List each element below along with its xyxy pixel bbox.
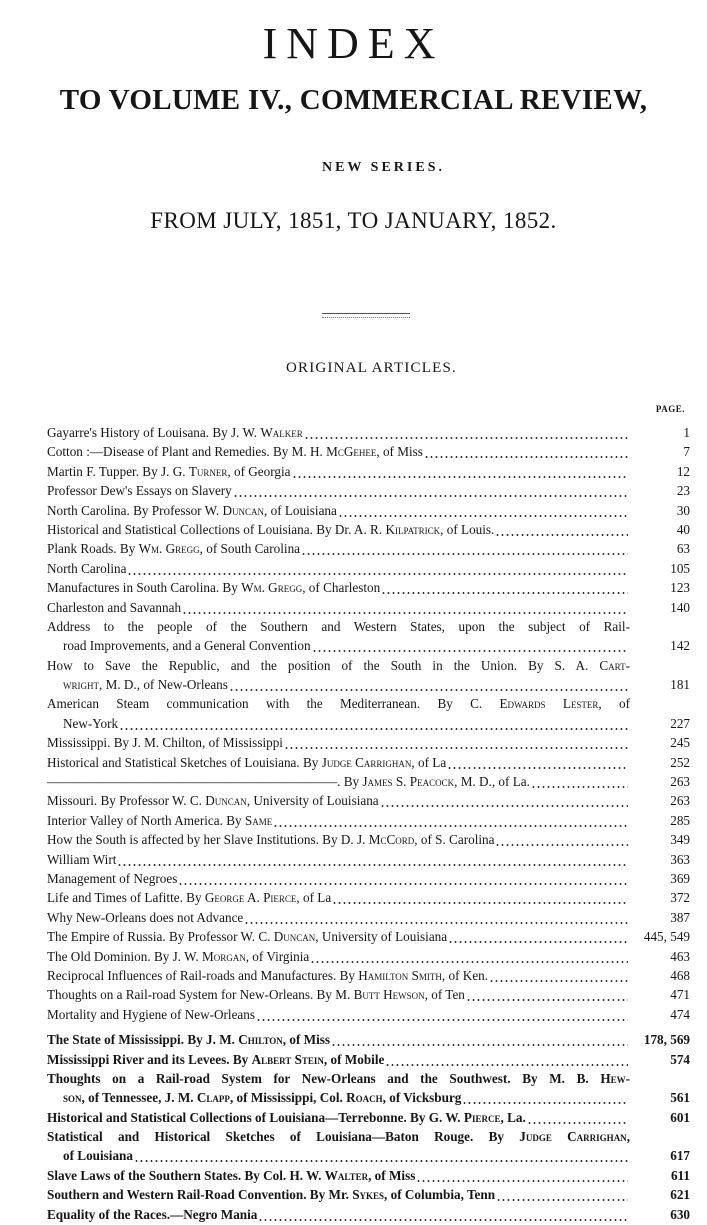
author-name: Clapp [196,1090,230,1106]
index-entry [47,1185,690,1204]
page-number: 142 [670,638,690,654]
entry-line [47,1185,690,1204]
index-entry [47,830,690,849]
entry-text-segment: Gayarre's History of Louisana. By J. W. [47,425,261,440]
entry-text [47,850,116,869]
index-entry [47,753,690,772]
index-entry [47,598,690,617]
entry-text-segment: The State of Mississippi. By J. M. [47,1032,239,1048]
index-entry [47,559,690,578]
entry-text-segment: , M. D., of La. [454,774,530,790]
index-entry [47,694,690,733]
author-name: Pierce [463,1109,501,1125]
entry-text [47,1088,461,1107]
page-number: 1 [683,425,690,440]
dot-leader [312,636,628,655]
entry-line [47,675,690,694]
entry-text-segment: , of Miss [282,1032,331,1048]
entry-text-segment: of Louisiana [63,1148,133,1164]
page-number: 263 [670,793,690,809]
page-number: 23 [676,483,690,499]
entry-text-segment: , of Mobile [323,1051,385,1067]
page-number: 7 [683,444,690,460]
dot-leader [119,714,628,733]
dot-leader [178,869,628,888]
index-entry [47,908,690,927]
entry-text-segment: , University of Louisiana [315,929,448,945]
entry-text [47,733,283,752]
index-title: INDEX [262,19,445,68]
entry-line [47,791,690,810]
dot-leader [127,559,628,578]
dot-leader [495,830,628,849]
page-number: 369 [670,870,690,886]
index-entry [47,985,690,1004]
dot-leader [244,908,628,927]
entry-text [47,753,446,772]
article-index-list [47,423,690,1224]
entry-text-segment: , of [598,696,630,712]
entry-text-segment: The Old Dominion. By J. W. [47,948,202,964]
index-entry [47,462,690,481]
entry-text-segment: Mississippi River and its Levees. By [47,1051,252,1067]
dot-leader [233,481,628,500]
entry-line [47,985,690,1004]
author-name: Chilton [238,1032,283,1048]
entry-text [47,714,118,733]
entry-text-segment: , of Ten [424,987,465,1003]
page-number: 387 [670,909,690,925]
series-label: NEW SERIES. [321,160,445,175]
entry-text-segment: , of Vicksburg [382,1090,462,1106]
entry-text [47,539,300,558]
dot-leader [531,772,628,791]
entry-text [47,1030,330,1049]
page-number: 181 [670,677,690,693]
dot-leader [424,442,628,461]
entry-text-segment: American Steam communication with the Mediterranean. By [47,696,471,712]
entry-text [47,966,488,985]
entry-line [47,423,690,442]
entry-line [47,947,690,966]
page-number: 227 [670,715,690,731]
author-name: Judge Carrighan [321,754,412,770]
entry-text-segment: Equality of the Races.—Negro Mania [47,1206,258,1222]
entry-line [47,501,690,520]
page-number: 363 [670,851,690,867]
dot-leader [332,888,628,907]
entry-line [47,442,690,461]
entry-text-segment: Slave Laws of the Southern States. By Col. H. W. [47,1167,325,1183]
entry-text [47,462,291,481]
page-number: 245 [670,735,690,751]
author-name: McGehee [326,444,377,460]
dot-leader [310,947,628,966]
author-name: Walker [260,425,303,440]
entry-text [47,811,272,830]
entry-text [47,1069,630,1088]
ornament-divider [322,313,410,318]
index-entry [47,481,690,500]
entry-text-segment: William Wirt [47,851,117,867]
index-entry [47,947,690,966]
author-name: Duncan [205,793,247,809]
entry-text-segment: The Empire of Russia. By Professor W. C. [47,929,274,945]
entry-text [47,675,228,694]
index-entry [47,1050,690,1069]
author-name: wright [63,677,99,693]
entry-text [47,1146,133,1165]
entry-text-segment: , of Virginia [245,948,310,964]
author-name: Sykes [352,1187,385,1203]
entry-text-segment: Interior Valley of North America. By [47,812,245,828]
entry-text [47,1185,495,1204]
page-number: 285 [670,812,690,828]
author-name: Hamilton Smith [358,967,442,983]
entry-text [47,1108,526,1127]
index-entry [47,733,690,752]
entry-line [47,598,690,617]
dot-leader [489,966,628,985]
index-entry [47,617,690,656]
dot-leader [381,578,628,597]
dot-leader [448,927,628,946]
author-name: McCord [368,832,415,848]
entry-text [47,656,630,675]
page-column-header: PAGE. [655,404,685,414]
entry-text [47,791,379,810]
dot-leader [338,501,628,520]
author-name: Wm. Gregg [241,580,303,596]
entry-text [47,1127,630,1146]
index-entry [47,539,690,558]
entry-text-segment: How to Save the Republic, and the position of the South in the Union. By S. A. [47,657,600,673]
dot-leader [117,850,628,869]
index-entry [47,966,690,985]
entry-text-segment: Southern and Western Rail-Road Convention. By Mr. [47,1187,353,1203]
page-number: 372 [670,890,690,906]
entry-line [47,539,690,558]
entry-text-segment: , of Miss [376,444,423,460]
entry-text [47,578,380,597]
entry-text [47,694,630,713]
author-name: Judge Carrighan [519,1129,627,1145]
page-number: 474 [670,1006,690,1022]
entry-line [47,694,690,713]
dot-leader [304,423,628,442]
entry-text-segment: Thoughts on a Rail-road System for New-Orleans. By M. [47,987,354,1003]
index-entry [47,520,690,539]
entry-text-segment: , of Charleston [302,580,381,596]
entry-text [47,830,494,849]
dot-leader [258,1205,628,1224]
entry-text-segment: Charleston and Savannah [47,599,182,615]
entry-text-segment: Martin F. Tupper. By J. G. [47,463,189,479]
entry-line [47,927,690,946]
entry-line [47,559,690,578]
entry-text-segment: , of La [411,754,447,770]
page-number: 617 [670,1148,690,1164]
entry-text-segment: Historical and Statistical Collections of Louisiana. By Dr. A. R. [47,521,386,537]
dot-leader [416,1166,628,1185]
dot-leader [301,539,628,558]
entry-text-segment: Life and Times of Lafitte. By [47,890,205,906]
entry-text [47,520,494,539]
entry-line [47,869,690,888]
entry-text [47,869,177,888]
page-number: 252 [670,754,690,770]
entry-text [47,1166,415,1185]
author-name: Kilpatrick [385,521,441,537]
page-number: 630 [670,1206,690,1222]
entry-text-segment: How the South is affected by her Slave Institutions. By D. J. [47,832,369,848]
entry-line [47,753,690,772]
page-number: 471 [670,987,690,1003]
author-name: son [63,1090,82,1106]
entry-text-segment: , of Columbia, Tenn [384,1187,496,1203]
entry-line [47,462,690,481]
entry-line [47,1166,690,1185]
dot-leader [256,1005,628,1024]
index-entry [47,423,690,442]
index-entry [47,1108,690,1127]
entry-text [47,927,447,946]
entry-text-segment: Address to the people of the Southern and Western States, upon the subject of Rail- [47,618,630,634]
index-entry [47,1005,690,1024]
entry-text [47,1005,255,1024]
entry-text [47,1050,384,1069]
author-name: Butt Hewson [353,987,425,1003]
entry-text [47,947,309,966]
entry-line [47,966,690,985]
entry-line [47,617,690,636]
dot-leader [331,1030,628,1049]
entry-line [47,811,690,830]
entry-line [47,481,690,500]
page-number: 611 [670,1167,690,1183]
entry-line [47,908,690,927]
entry-line [47,733,690,752]
entry-text [47,985,465,1004]
index-entry [47,1127,690,1166]
entry-text-segment: Mississippi. By J. M. Chilton, of Mississippi [47,735,283,751]
index-entry [47,1205,690,1224]
entry-line [47,714,690,733]
dot-leader [385,1050,628,1069]
entry-text-segment: Cotton :—Disease of Plant and Remedies. By M. H. [47,444,327,460]
entry-text-segment: ——————————————————————. By [47,774,363,790]
page-number: 561 [670,1090,690,1106]
author-name: Hew- [600,1070,630,1086]
author-name: Wm. Gregg [138,541,200,557]
entry-text-segment: , La. [500,1109,526,1125]
entry-text-segment: , M. D., of New-Orleans [99,677,228,693]
entry-line [47,850,690,869]
page-number: 349 [670,832,690,848]
page-number: 140 [670,599,690,615]
author-name: James S. Peacock [362,774,455,790]
page-number: 621 [670,1187,690,1203]
entry-text-segment: , of S. Carolina [414,832,495,848]
entry-text [47,501,337,520]
entry-text-segment: Reciprocal Influences of Rail-roads and Manufactures. By [47,967,359,983]
page-number: 123 [670,580,690,596]
entry-text-segment: New-York [63,715,119,731]
dot-leader [284,733,628,752]
author-name: Roach [346,1090,383,1106]
entry-text-segment: Plank Roads. By [47,541,139,557]
index-entry [47,1069,690,1108]
entry-text [47,772,530,791]
entry-text-segment: , of Tennessee, J. M. [81,1090,197,1106]
entry-line [47,520,690,539]
section-heading: ORIGINAL ARTICLES. [286,360,457,376]
entry-line [47,830,690,849]
entry-line [47,1088,690,1107]
page-number: 445, 549 [643,929,690,945]
entry-text [47,481,232,500]
entry-line [47,1146,690,1165]
index-entry [47,578,690,597]
dot-leader [273,811,628,830]
page-number: 30 [676,502,690,518]
entry-text-segment: Historical and Statistical Sketches of Louisiana. By [47,754,322,770]
dot-leader [496,1185,628,1204]
author-name: C. Edwards Lester [470,696,599,712]
author-name: Morgan [201,948,246,964]
index-entry [47,927,690,946]
author-name: Walter [324,1167,369,1183]
dot-leader [134,1146,628,1165]
index-entry [47,1166,690,1185]
dot-leader [292,462,628,481]
page-number: 12 [676,463,690,479]
dot-leader [447,753,628,772]
index-entry [47,1030,690,1049]
entry-text-segment: , [626,1129,630,1145]
entry-line [47,1005,690,1024]
page-number: 63 [676,541,690,557]
page-number: 601 [670,1109,690,1125]
index-entry [47,791,690,810]
author-name: Duncan [222,502,264,518]
entry-text-segment: Manufactures in South Carolina. By [47,580,242,596]
entry-line [47,1050,690,1069]
dot-leader [495,520,628,539]
entry-text-segment: , of Mississippi, Col. [229,1090,347,1106]
index-entry [47,501,690,520]
entry-text-segment: , of Miss [368,1167,416,1183]
dot-leader [229,675,628,694]
entry-text-segment: Mortality and Hygiene of New-Orleans [47,1006,256,1022]
entry-line [47,888,690,907]
entry-line [47,656,690,675]
page-number: 105 [670,560,690,576]
entry-text-segment: road Improvements, and a General Convention [63,638,311,654]
index-entry [47,888,690,907]
entry-line [47,1069,690,1088]
entry-text-segment: , University of Louisiana [246,793,379,809]
entry-text-segment: , of Louisiana [264,502,337,518]
dot-leader [466,985,628,1004]
index-entry [47,656,690,695]
dot-leader [462,1088,628,1107]
dot-leader [527,1108,628,1127]
entry-text-segment: Thoughts on a Rail-road System for New-Orleans and the Southwest. By M. B. [47,1070,601,1086]
author-name: Albert Stein [251,1051,324,1067]
index-entry [47,442,690,461]
entry-text-segment: , of Louis. [440,521,495,537]
entry-text [47,598,181,617]
entry-text [47,1205,257,1224]
entry-text [47,908,243,927]
entry-text-segment: , of Ken. [441,967,489,983]
entry-line [47,636,690,655]
entry-text [47,559,126,578]
volume-subtitle: TO VOLUME IV., COMMERCIAL REVIEW, [59,84,648,116]
author-name: Turner [188,463,228,479]
author-name: Same [244,812,273,828]
entry-text-segment: , of Georgia [227,463,291,479]
page-number: 178, 569 [643,1032,690,1048]
entry-text [47,442,423,461]
entry-text-segment: Statistical and Historical Sketches of Louisiana—Baton Rouge. By [47,1129,520,1145]
index-entry [47,772,690,791]
dot-leader [380,791,628,810]
entry-line [47,1205,690,1224]
page-number: 263 [670,774,690,790]
date-range: FROM JULY, 1851, TO JANUARY, 1852. [150,208,557,233]
author-name: George A. Pierce [204,890,297,906]
page-number: 40 [676,521,690,537]
entry-text-segment: Missouri. By Professor W. C. [47,793,206,809]
entry-text-segment: North Carolina [47,560,127,576]
entry-text-segment: Historical and Statistical Collections of Louisiana—Terrebonne. By G. W. [47,1109,464,1125]
page-number: 574 [670,1051,690,1067]
entry-text [47,423,303,442]
entry-text [47,888,331,907]
entry-line [47,1108,690,1127]
index-entry [47,811,690,830]
index-entry [47,850,690,869]
author-name: Duncan [273,929,316,945]
entry-text-segment: , of La [296,890,332,906]
entry-text-segment: Why New-Orleans does not Advance [47,909,244,925]
entry-line [47,772,690,791]
entry-text-segment: , of South Carolina [199,541,301,557]
entry-text [47,617,630,636]
entry-line [47,578,690,597]
author-name: Cart- [599,657,630,673]
dot-leader [182,598,628,617]
index-entry [47,869,690,888]
entry-text-segment: Management of Negroes [47,870,178,886]
entry-line [47,1127,690,1146]
page-number: 463 [670,948,690,964]
entry-text [47,636,311,655]
entry-text-segment: North Carolina. By Professor W. [47,502,223,518]
entry-text-segment: Professor Dew's Essays on Slavery [47,483,232,499]
entry-line [47,1030,690,1049]
page-number: 468 [670,967,690,983]
